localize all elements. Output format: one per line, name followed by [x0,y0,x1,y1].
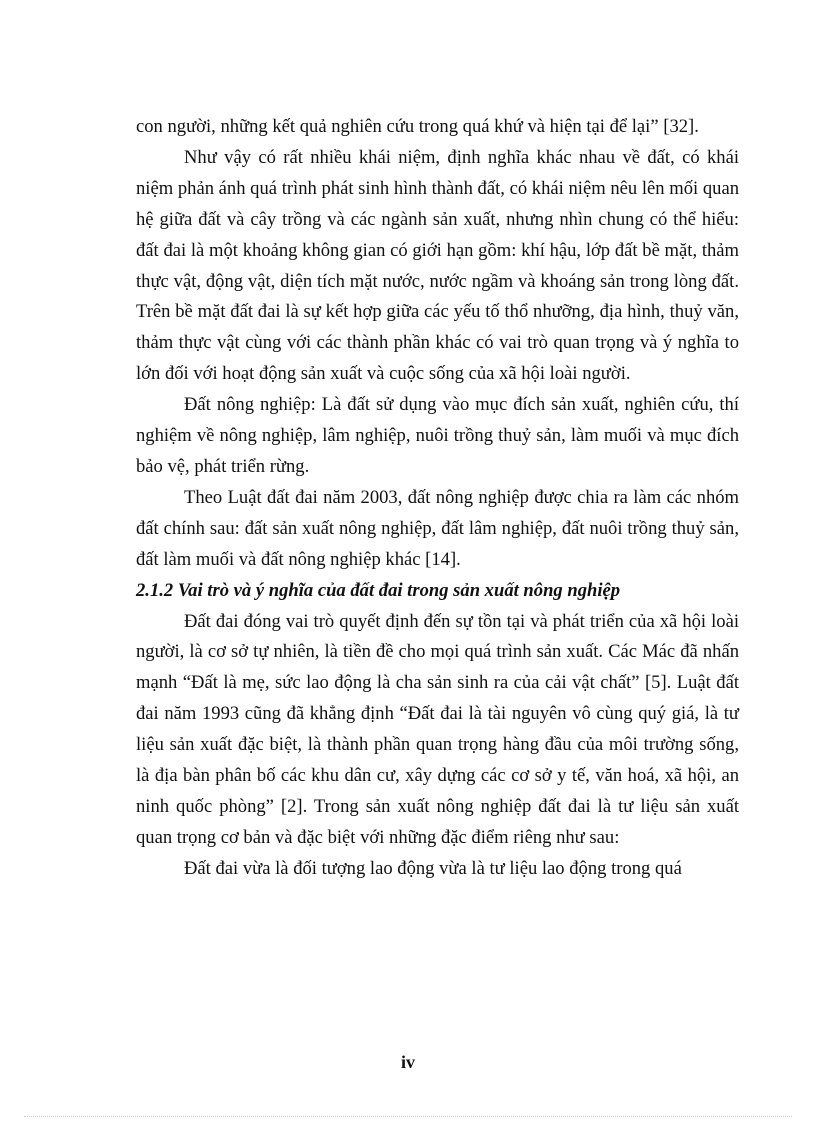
paragraph-land-object: Đất đai vừa là đối tượng lao động vừa là tư liệu lao động trong quá [184,857,682,879]
page-bottom-divider [24,1116,792,1117]
paragraph-continuation: con người, những kết quả nghiên cứu trong quá khứ và hiện tại để lại” [32]. [136,116,699,137]
section-heading: 2.1.2 Vai trò và ý nghĩa của đất đai trong sản xuất nông nghiệp [136,579,621,601]
paragraph-land-role: Đất đai đóng vai trò quyết định đến sự tồn tại và phát triển của xã hội loài người, là cơ sở tự nhiên, là tiền đề cho mọi quá trình sản xuất. Các Mác đã nhấn mạnh “Đất là mẹ, sức lao động là cha sản sinh ra của cải vật chất” [5]. Luật đất đai năm 1993 cũng đã khẳng định “Đất đai là tài nguyên vô cùng quý giá, là tư liệu sản xuất đặc biệt, là thành phần quan trọng hàng đầu của môi trường sống, là địa bàn phân bố các khu dân cư, xây dựng các cơ sở y tế, văn hoá, xã hội, an ninh quốc phòng” [2]. Trong sản xuất nông nghiệp đất đai là tư liệu sản xuất quan trọng cơ bản và đặc biệt với những đặc điểm riêng như sau: [136,610,739,848]
page-number: iv [400,1052,415,1072]
paragraph-land-law-2003: Theo Luật đất đai năm 2003, đất nông nghiệp được chia ra làm các nhóm đất chính sau: đất sản xuất nông nghiệp, đất lâm nghiệp, đất nuôi trồng thuỷ sản, đất làm muối và đất nông nghiệp khác [14]. [136,486,739,570]
paragraph-agricultural-land: Đất nông nghiệp: Là đất sử dụng vào mục đích sản xuất, nghiên cứu, thí nghiệm về nông nghiệp, lâm nghiệp, nuôi trồng thuỷ sản, làm muối và mục đích bảo vệ, phát triển rừng. [136,394,739,477]
paragraph-land-definition: Như vậy có rất nhiều khái niệm, định nghĩa khác nhau về đất, có khái niệm phản ánh quá trình phát sinh hình thành đất, có khái niệm nêu lên mối quan hệ giữa đất và cây trồng và các ngành sản xuất, nhưng nhìn chung có thể hiểu: đất đai là một khoảng không gian có giới hạn gồm: khí hậu, lớp đất bề mặt, thảm thực vật, động vật, diện tích mặt nước, nước ngầm và khoáng sản trong lòng đất. Trên bề mặt đất đai là sự kết hợp giữa các yếu tố thổ nhưỡng, địa hình, thuỷ văn, thảm thực vật cùng với các thành phần khác có vai trò quan trọng và ý nghĩa to lớn đối với hoạt động sản xuất và cuộc sống của xã hội loài người. [136,146,739,385]
page-content [136,112,739,885]
